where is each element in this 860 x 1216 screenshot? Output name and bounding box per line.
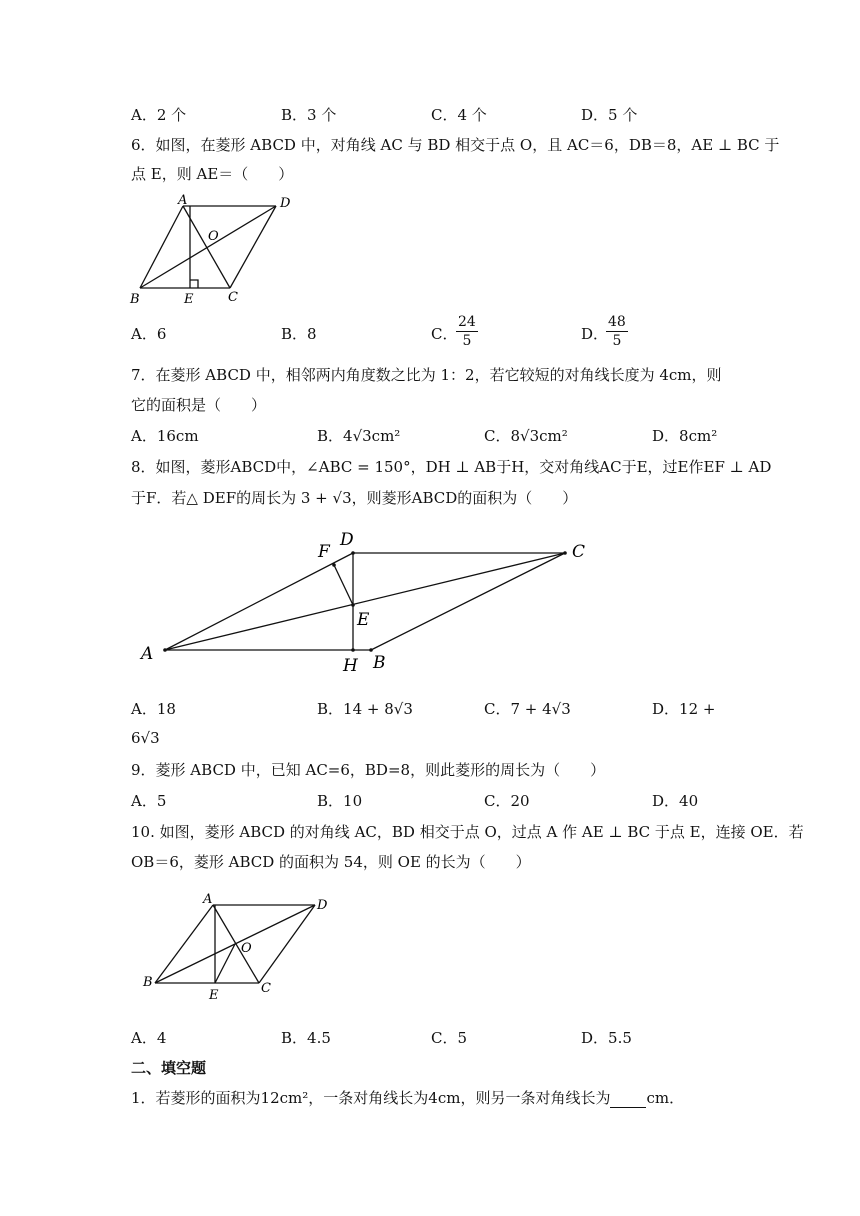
q8-stem-line1: 8．如图，菱形ABCD中，∠ABC = 150°，DH ⊥ AB于H，交对角线AC于E，过E作EF ⊥ AD — [131, 458, 772, 476]
q6-label-a: A — [178, 193, 188, 208]
q6-option-d-prefix: D． — [581, 325, 609, 343]
q8-option-d-continuation: 6√3 — [131, 729, 160, 747]
q10-label-o: O — [241, 941, 252, 956]
q6-option-d-fraction — [606, 313, 628, 350]
q6-option-b: B．8 — [281, 325, 317, 343]
q8-option-b: B．14 + 8√3 — [317, 700, 413, 718]
q9-option-d: D．40 — [652, 792, 699, 810]
q6-option-d-numerator: 48 — [608, 314, 626, 330]
q8-label-f: F — [318, 542, 330, 562]
q10-label-c: C — [261, 981, 271, 996]
q6-option-a: A．6 — [131, 325, 167, 343]
q7-option-b: B．4√3cm² — [317, 427, 401, 445]
q10-stem-line2: OB＝6，菱形 ABCD 的面积为 54，则 OE 的长为（ ） — [131, 853, 531, 871]
q10-label-b: B — [143, 975, 153, 990]
q8-label-h: H — [343, 656, 358, 675]
q10-label-e: E — [209, 988, 219, 1003]
q10-stem-line1: 10. 如图，菱形 ABCD 的对角线 AC，BD 相交于点 O，过点 A 作 AE ⊥ BC 于点 E，连接 OE．若 — [131, 823, 804, 841]
q6-stem-line2: 点 E，则 AE＝（ ） — [131, 165, 294, 183]
q10-option-a: A．4 — [131, 1029, 167, 1047]
fill-in-question-1 — [131, 1087, 684, 1108]
q8-label-d: D — [340, 530, 354, 550]
q7-stem-line2: 它的面积是（ ） — [131, 396, 267, 414]
q9-option-b: B．10 — [317, 792, 363, 810]
q8-option-d: D．12 + — [652, 700, 716, 718]
q8-label-e: E — [357, 610, 370, 630]
section-heading-fill-in: 二、填空题 — [131, 1059, 207, 1077]
q6-label-e: E — [184, 292, 194, 307]
q7-option-a: A．16cm — [131, 427, 199, 445]
q5-option-a: A．2 个 — [131, 106, 187, 124]
q7-option-d: D．8cm² — [652, 427, 718, 445]
q8-option-c: C．7 + 4√3 — [484, 700, 571, 718]
q5-option-d: D．5 个 — [581, 106, 638, 124]
q10-label-a: A — [203, 892, 213, 907]
q8-label-b: B — [373, 653, 386, 673]
q6-option-c-numerator: 24 — [458, 314, 476, 330]
q10-label-d: D — [317, 898, 328, 913]
q10-option-c: C．5 — [431, 1029, 468, 1047]
q6-label-d: D — [280, 196, 291, 211]
q8-rhombus-figure — [135, 525, 605, 675]
q7-option-c: C．8√3cm² — [484, 427, 568, 445]
q6-option-c-fraction — [456, 313, 478, 350]
q6-rhombus-figure — [128, 190, 308, 310]
q6-label-o: O — [208, 229, 219, 244]
q10-option-d: D．5.5 — [581, 1029, 632, 1047]
q6-option-d-denominator: 5 — [612, 333, 622, 349]
answer-blank[interactable] — [610, 1089, 646, 1108]
q8-label-c: C — [572, 542, 586, 562]
q9-option-c: C．20 — [484, 792, 530, 810]
q8-label-a: A — [141, 644, 154, 664]
q8-stem-line2: 于F．若△ DEF的周长为 3 + √3，则菱形ABCD的面积为（ ） — [131, 489, 578, 507]
q6-label-c: C — [228, 290, 238, 305]
q5-option-b: B．3 个 — [281, 106, 337, 124]
q6-stem-line1: 6．如图，在菱形 ABCD 中，对角线 AC 与 BD 相交于点 O，且 AC＝6，DB＝8，AE ⊥ BC 于 — [131, 136, 780, 154]
fill-in-q1-unit: cm． — [646, 1089, 685, 1107]
q9-option-a: A．5 — [131, 792, 167, 810]
q6-option-c-denominator: 5 — [462, 333, 472, 349]
q10-rhombus-figure — [135, 888, 345, 1008]
q9-stem-line1: 9．菱形 ABCD 中，已知 AC=6，BD=8，则此菱形的周长为（ ） — [131, 761, 606, 779]
q6-option-c-prefix: C． — [431, 325, 458, 343]
q5-option-c: C．4 个 — [431, 106, 487, 124]
fill-in-q1-text: 1．若菱形的面积为12cm²，一条对角线长为4cm，则另一条对角线长为 — [131, 1089, 611, 1107]
q8-option-a: A．18 — [131, 700, 176, 718]
q10-option-b: B．4.5 — [281, 1029, 331, 1047]
q6-label-b: B — [130, 292, 140, 307]
q7-stem-line1: 7．在菱形 ABCD 中，相邻两内角度数之比为 1：2，若它较短的对角线长度为 4cm，则 — [131, 366, 722, 384]
